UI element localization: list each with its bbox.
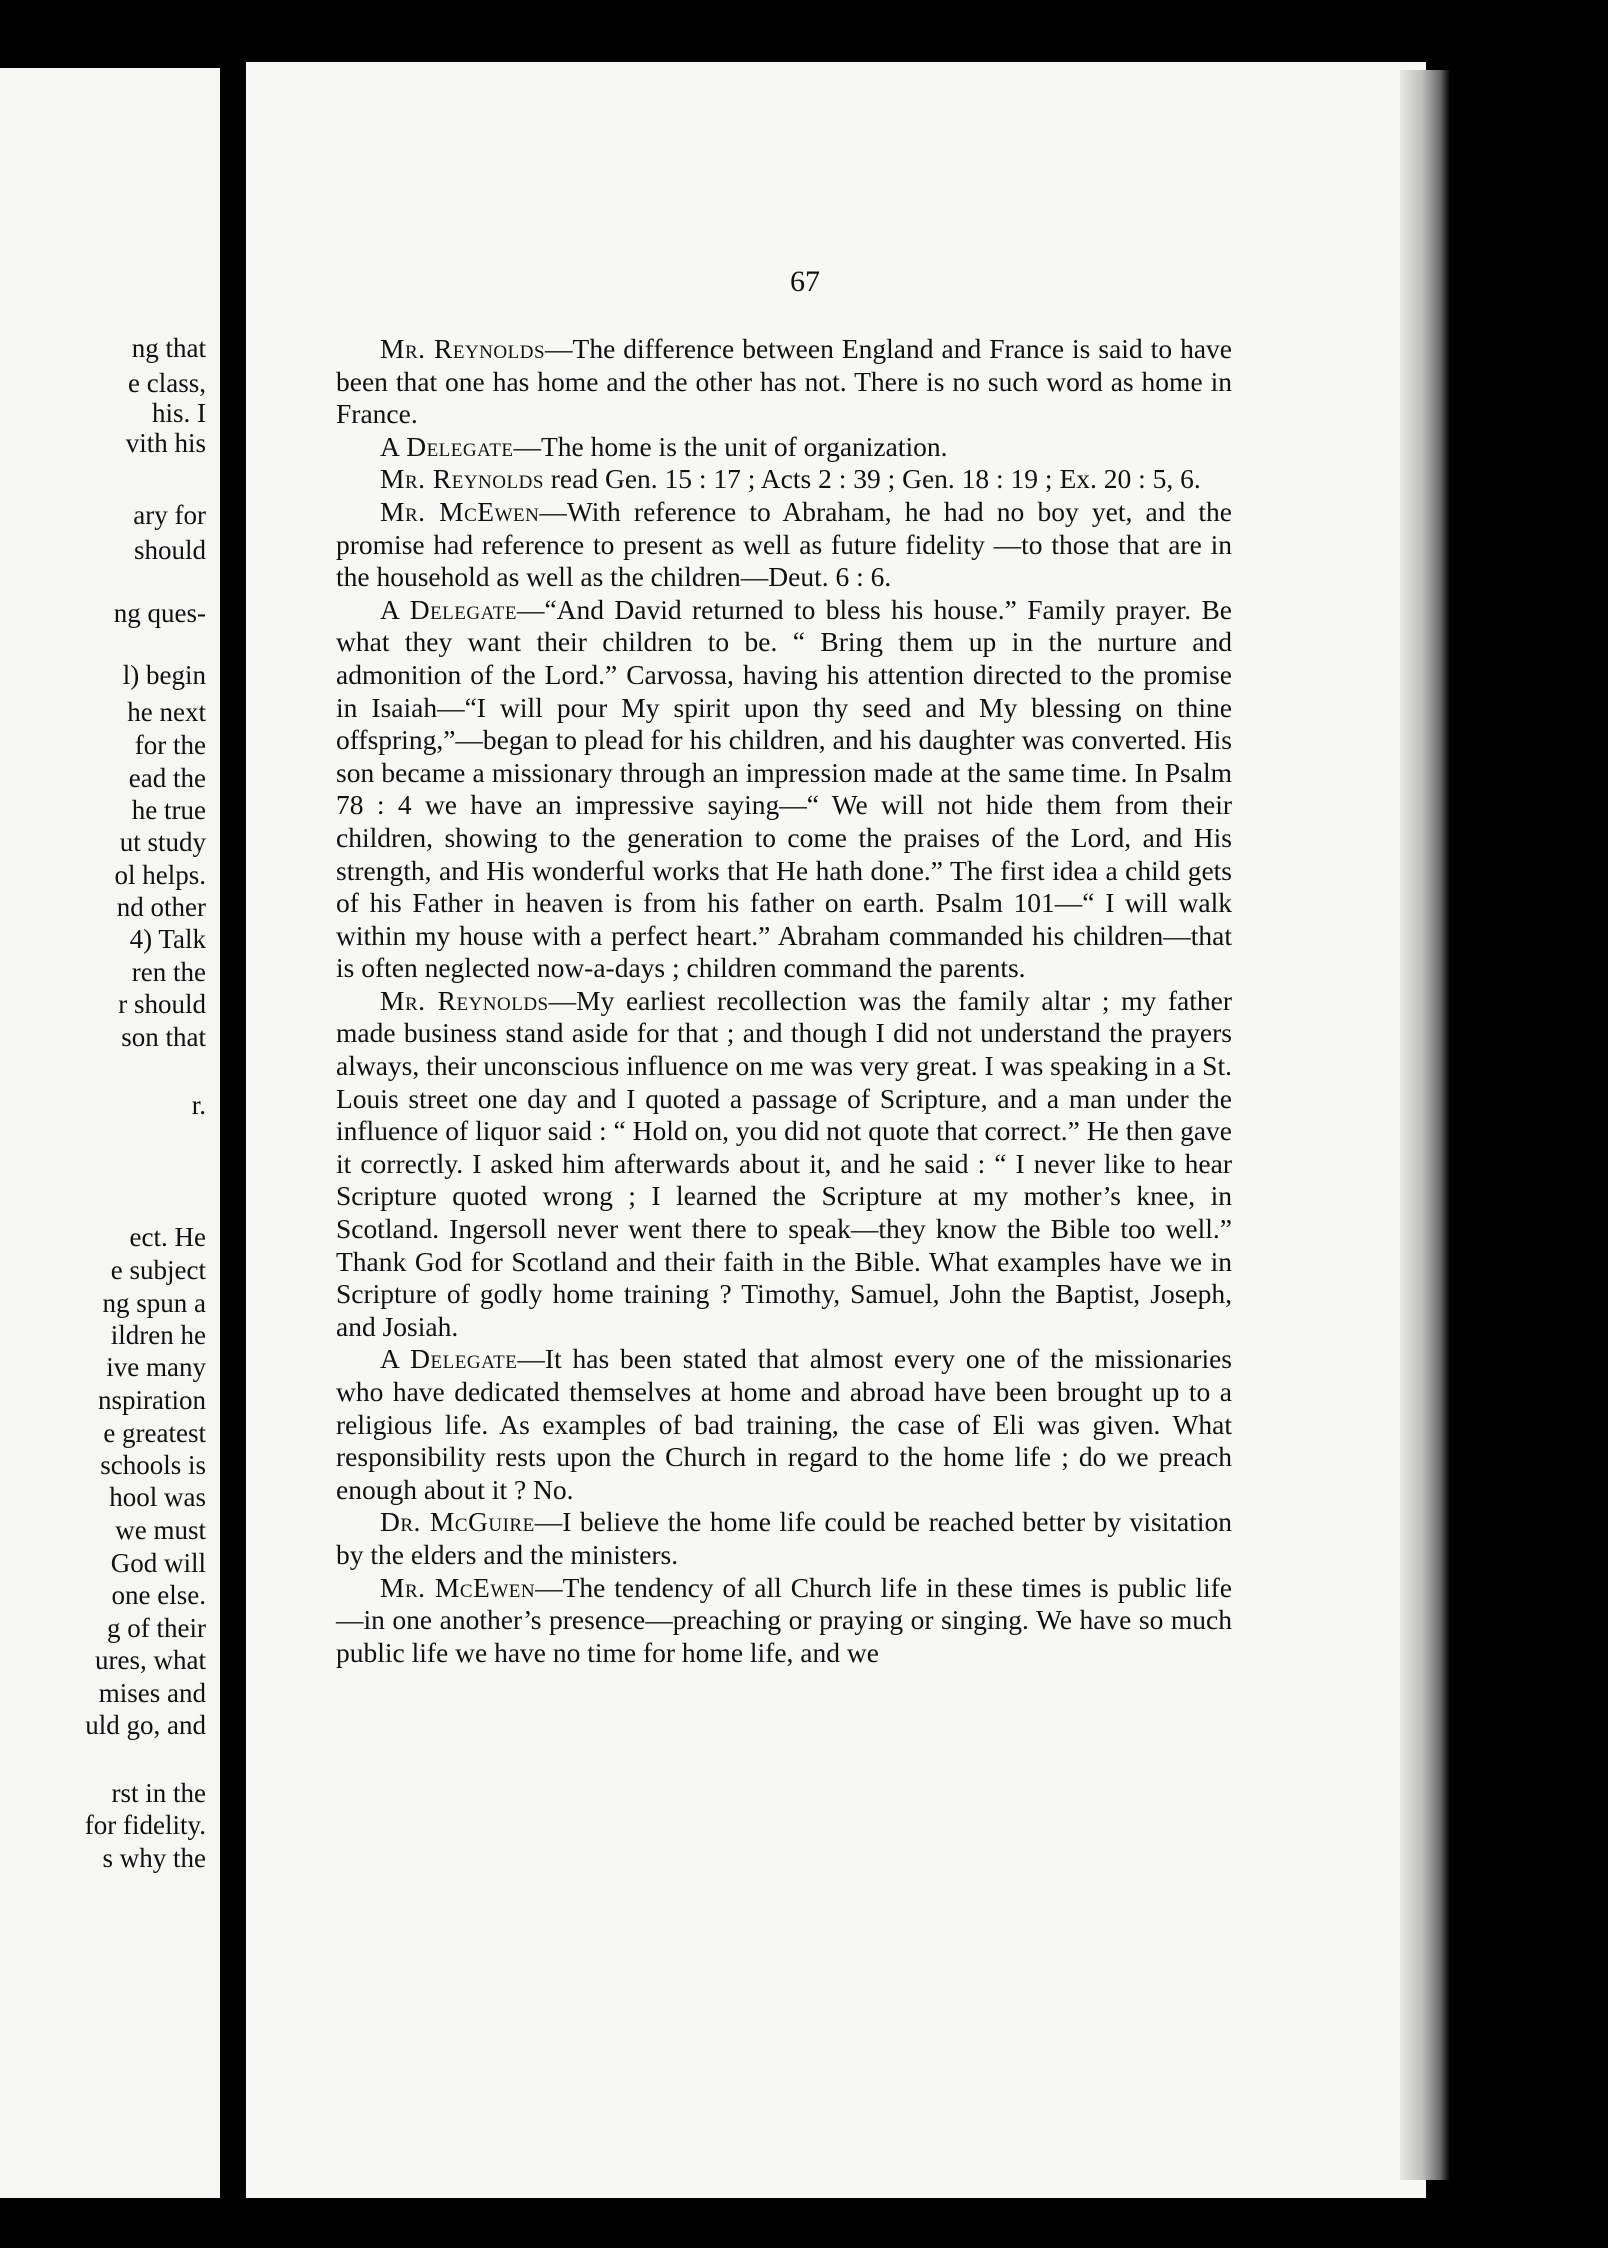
left-page-text-fragment: uld go, and [85,1710,206,1740]
paragraph-text: —My earliest recollection was the family altar ; my father made business stand aside for that ; and though I did not understand the prayers always, their unconscious influence on me was very great. I was speaking in a St. Louis street one day and I quoted a passage of Scripture, and a man under the influence of liquor said : “ Hold on, you did not quote that correct.” He then gave it correctly. I asked him afterwards about it, and he said : “ I never like to hear Scripture quoted wrong ; I learned the Scripture at my mother’s knee, in Scotland. Ingersoll never went there to speak—they know the Bible too well.” Thank God for Scotland and their faith in the Bible. What examples have we in Scripture of godly home training ? Timothy, Samuel, John the Baptist, Joseph, and Josiah. [336,984,1232,1342]
left-page-text-fragment: ut study [119,827,206,857]
left-page-text-fragment: e class, [128,368,206,398]
left-page-text-fragment: s why the [102,1843,206,1873]
left-page-text-fragment: he true [131,795,206,825]
left-page-text-fragment: for fidelity. [84,1810,206,1840]
speaker-name: Mr. McEwen [380,1571,536,1603]
paragraph-text: —It has been stated that almost every one of the missionaries who have dedicated themselves at home and abroad have been brought up to a religious life. As examples of bad training, the case of Eli was given. What responsibility rests upon the Church in regard to the home life ; do we preach enough about it ? No. [336,1343,1233,1505]
body-text [336,333,1232,1669]
speaker-name: Mr. Reynolds [380,984,549,1016]
left-page-text-fragment: should [133,535,206,565]
left-page-text-fragment: God will [110,1548,206,1578]
paragraph [336,431,1232,464]
page-edge [1400,70,1450,2180]
left-page-text-fragment: we must [115,1515,206,1545]
left-page-text-fragment: ildren he [110,1320,206,1350]
paragraph-text: —The tendency of all Church life in these times is public life—in one another’s presence—preaching or praying or singing. We have so much public life we have no time for home life, and we [336,1571,1232,1668]
paragraph-text: read Gen. 15 : 17 ; Acts 2 : 39 ; Gen. 18 : 19 ; Ex. 20 : 5, 6. [543,463,1201,495]
paragraph [336,1506,1232,1571]
left-page-text-fragment: ary for [133,500,206,530]
left-page-text-fragment: rst in the [111,1778,206,1808]
speaker-name: A Delegate [380,593,517,625]
paragraph-text: —The home is the unit of organization. [513,430,948,462]
left-page-text-fragment: mises and [98,1678,206,1708]
page-number: 67 [790,265,820,298]
left-page-text-fragment: g of their [107,1613,206,1643]
left-page-text-fragment: ren the [131,957,206,987]
paragraph-text: —The difference between England and France is said to have been that one has home and the other has not. There is no such word as home in France. [336,333,1232,430]
paragraph-text: —“And David returned to bless his house.” Family prayer. Be what they want their children to be. “ Bring them up in the nurture and admonition of the Lord.” Carvossa, having his attention directed to the promise in Isaiah—“I will pour My spirit upon thy seed and My blessing on thine offspring,”—began to plead for his children, and his daughter was converted. His son became a missionary through an impression made at the same time. In Psalm 78 : 4 we have an impressive saying—“ We will not hide them from their children, showing to the generation to come the praises of the Lord, and His strength, and His wonderful works that He hath done.” The first idea a child gets of his Father in heaven is from his father on earth. Psalm 101—“ I will walk within my house with a perfect heart.” Abraham commanded his children—that is often neglected now-a-days ; children command the parents. [336,593,1232,984]
left-page-text-fragment: 4) Talk [129,924,206,954]
left-page-text-fragment: r should [118,989,206,1019]
left-page-text-fragment: hool was [109,1482,206,1512]
speaker-name: A Delegate [380,1343,518,1375]
left-page [0,68,220,2198]
left-page-text-fragment: ng ques- [113,598,206,628]
left-page-text-fragment: ol helps. [114,860,206,890]
left-page-text-fragment: schools is [100,1450,206,1480]
paragraph [336,1343,1232,1506]
paragraph [336,1572,1232,1670]
paragraph [336,985,1232,1344]
paragraph [336,594,1232,985]
speaker-name: Dr. McGuire [380,1506,535,1538]
left-page-text-fragment: e subject [110,1255,206,1285]
left-page-text-fragment: ive many [106,1352,206,1382]
left-page-text-fragment: son that [121,1022,206,1052]
left-page-text-fragment: for the [134,730,206,760]
left-page-text-fragment: ect. He [129,1222,206,1252]
paragraph [336,333,1232,431]
paragraph-text: —I believe the home life could be reached better by visitation by the elders and the ministers. [336,1506,1232,1570]
left-page-text-fragment: r. [191,1090,206,1120]
paragraph-text: —With reference to Abraham, he had no boy yet, and the promise had reference to present as well as future fidelity —to those that are in the household as well as the children—Deut. 6 : 6. [336,495,1232,593]
left-page-text-fragment: ng that [131,333,206,363]
speaker-name: Mr. McEwen [380,495,540,527]
left-page-text-fragment: l) begin [122,660,206,690]
left-page-text-fragment: he next [127,697,206,727]
left-page-text-fragment: vith his [125,428,206,458]
speaker-name: Mr. Reynolds [380,333,546,364]
left-page-text-fragment: ead the [128,763,206,793]
left-page-text-fragment: nd other [116,892,206,922]
left-page-text-fragment: ures, what [95,1645,206,1675]
left-page-text-fragment: ng spun a [102,1288,206,1318]
left-page-text-fragment: e greatest [103,1418,206,1448]
left-page-text-fragment: his. I [152,398,206,428]
paragraph [336,463,1232,496]
speaker-name: Mr. Reynolds [380,463,544,495]
paragraph [336,496,1232,594]
speaker-name: A Delegate [380,430,514,462]
left-page-text-fragment: one else. [111,1580,206,1610]
left-page-text-fragment: nspiration [98,1385,206,1415]
